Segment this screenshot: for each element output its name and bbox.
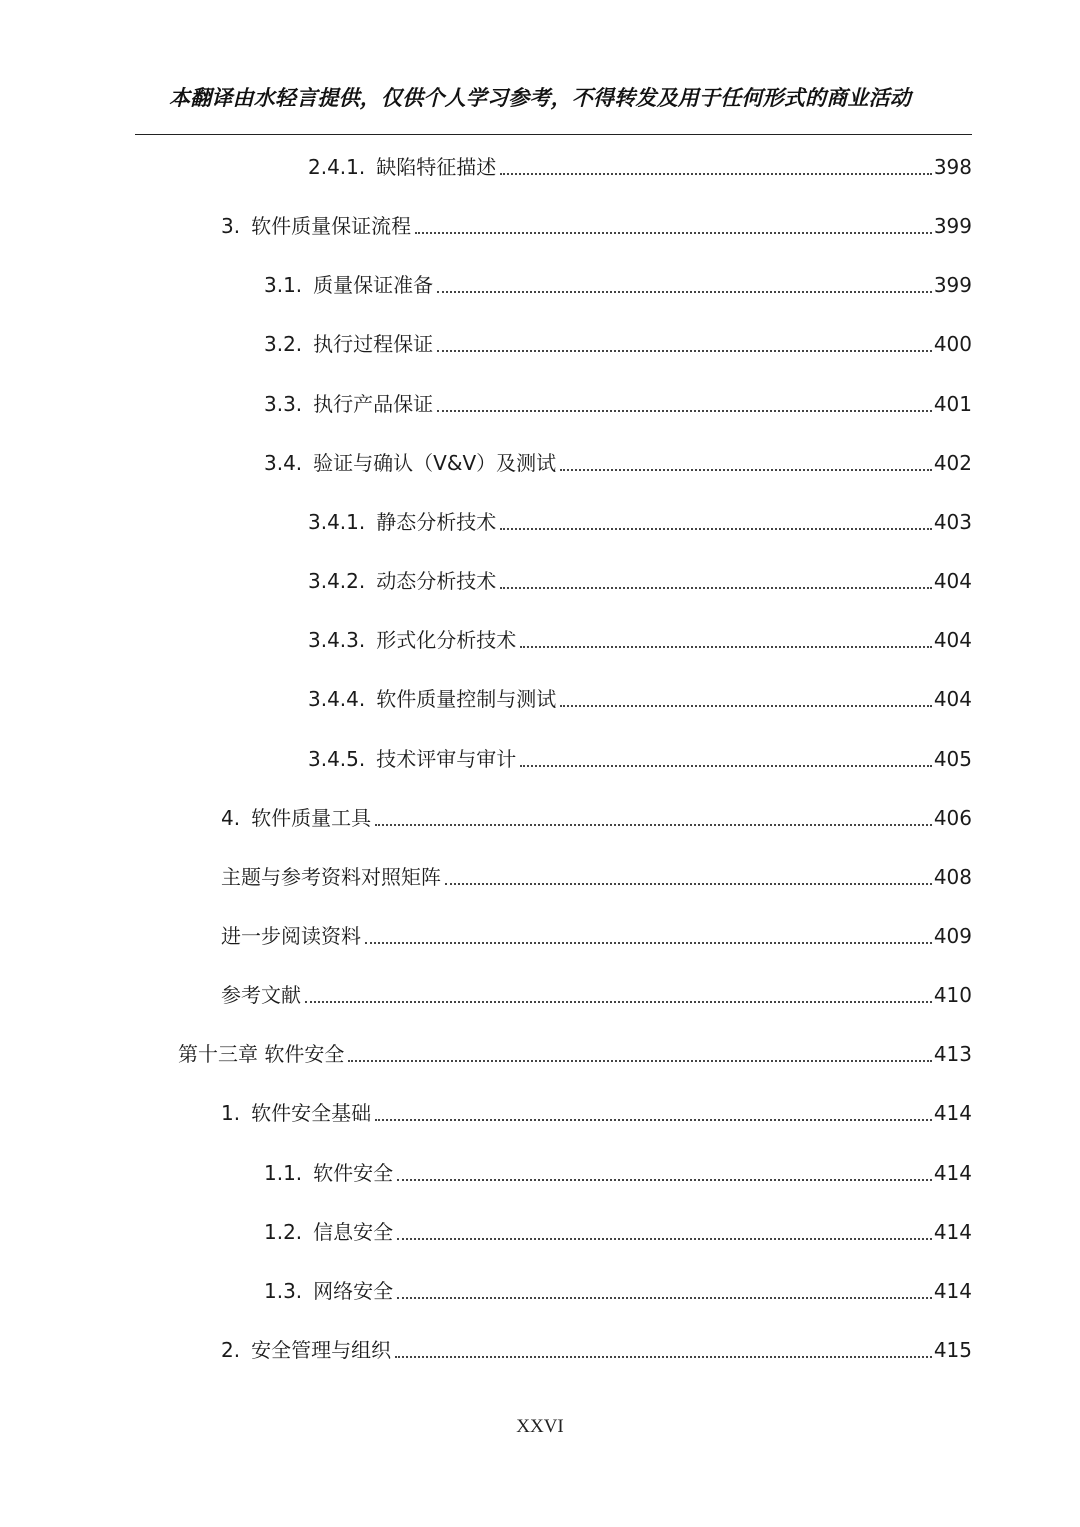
toc-entry-page: 402 — [933, 451, 972, 475]
toc-entry-title: 信息安全 — [313, 1220, 394, 1244]
dot-leader — [560, 705, 932, 707]
toc-entry-title: 技术评审与审计 — [376, 747, 517, 771]
toc-entry[interactable] — [264, 389, 972, 419]
toc-entry-page: 404 — [933, 569, 972, 593]
toc-entry-title: 网络安全 — [313, 1279, 394, 1303]
toc-entry-number: 3.4.2. — [308, 569, 366, 593]
dot-leader — [520, 765, 932, 767]
toc-entry[interactable] — [308, 684, 972, 714]
toc-entry-number: 2. — [221, 1338, 241, 1362]
toc-entry-title: 静态分析技术 — [376, 510, 497, 534]
dot-leader — [397, 1179, 932, 1181]
dot-leader — [500, 173, 932, 175]
toc-entry-title: 执行产品保证 — [313, 392, 434, 416]
dot-leader — [395, 1356, 932, 1358]
toc-entry[interactable] — [308, 507, 972, 537]
toc-entry-number: 1.2. — [264, 1220, 303, 1244]
toc-entry-title: 软件质量控制与测试 — [376, 687, 557, 711]
toc-entry-title: 主题与参考资料对照矩阵 — [221, 865, 441, 889]
toc-entry-title: 软件安全基础 — [251, 1101, 372, 1125]
toc-entry-number: 3.3. — [264, 392, 303, 416]
dot-leader — [500, 587, 932, 589]
toc-entry[interactable] — [264, 448, 972, 478]
toc-entry[interactable] — [264, 1158, 972, 1188]
dot-leader — [560, 469, 932, 471]
dot-leader — [348, 1060, 931, 1062]
toc-entry-number: 1.1. — [264, 1161, 303, 1185]
toc-entry-number: 3.1. — [264, 273, 303, 297]
toc-entry-title: 动态分析技术 — [376, 569, 497, 593]
toc-entry[interactable] — [308, 625, 972, 655]
toc-entry-page: 405 — [933, 747, 972, 771]
toc-entry-number: 3.4. — [264, 451, 303, 475]
toc-entry-number: 3.4.1. — [308, 510, 366, 534]
toc-entry-number: 1. — [221, 1101, 241, 1125]
toc-entry-number: 3.4.5. — [308, 747, 366, 771]
toc-entry-number: 3.2. — [264, 332, 303, 356]
toc-entry-page: 413 — [933, 1042, 972, 1066]
toc-entry[interactable] — [308, 152, 972, 182]
toc-entry-title: 执行过程保证 — [313, 332, 434, 356]
toc-entry-page: 414 — [933, 1101, 972, 1125]
toc-entry-page: 399 — [933, 273, 972, 297]
toc-entry-page: 406 — [933, 806, 972, 830]
toc-entry-page: 404 — [933, 628, 972, 652]
toc-entry-title: 安全管理与组织 — [251, 1338, 392, 1362]
toc-entry[interactable] — [221, 1335, 972, 1365]
toc-entry[interactable] — [264, 1217, 972, 1247]
dot-leader — [397, 1297, 932, 1299]
toc-entry[interactable] — [221, 980, 972, 1010]
toc-entry[interactable] — [178, 1039, 972, 1069]
toc-entry-number: 3.4.4. — [308, 687, 366, 711]
toc-entry[interactable] — [264, 270, 972, 300]
toc-entry[interactable] — [221, 803, 972, 833]
dot-leader — [305, 1001, 932, 1003]
toc-entry[interactable] — [221, 211, 972, 241]
toc-entry-number: 3. — [221, 214, 241, 238]
toc-entry-title: 软件质量工具 — [251, 806, 372, 830]
toc-entry-number: 1.3. — [264, 1279, 303, 1303]
toc-entry[interactable] — [221, 1098, 972, 1128]
toc-entry-title: 验证与确认（V&V）及测试 — [313, 451, 557, 475]
toc-entry-page: 415 — [933, 1338, 972, 1362]
toc-entry-page: 404 — [933, 687, 972, 711]
toc-entry-title: 软件安全 — [313, 1161, 394, 1185]
dot-leader — [445, 883, 932, 885]
toc-entry[interactable] — [264, 1276, 972, 1306]
toc-entry-number: 4. — [221, 806, 241, 830]
toc-entry-page: 400 — [933, 332, 972, 356]
toc-entry-page: 414 — [933, 1220, 972, 1244]
toc-entry-page: 410 — [933, 983, 972, 1007]
toc-entry-page: 403 — [933, 510, 972, 534]
toc-entry[interactable] — [221, 921, 972, 951]
dot-leader — [437, 410, 932, 412]
toc-entry-number: 2.4.1. — [308, 155, 366, 179]
toc-entry[interactable] — [221, 862, 972, 892]
toc-entry-title: 形式化分析技术 — [376, 628, 517, 652]
dot-leader — [437, 291, 932, 293]
toc-entry-page: 399 — [933, 214, 972, 238]
toc-entry-number: 3.4.3. — [308, 628, 366, 652]
toc-entry[interactable] — [308, 566, 972, 596]
toc-entry-title: 第十三章 软件安全 — [178, 1042, 345, 1066]
page-number: XXVI — [516, 1416, 564, 1437]
dot-leader — [365, 942, 932, 944]
page-header: 本翻译由水轻言提供，仅供个人学习参考，不得转发及用于任何形式的商业活动 — [169, 86, 911, 110]
dot-leader — [397, 1238, 932, 1240]
dot-leader — [520, 646, 932, 648]
toc-entry-page: 414 — [933, 1161, 972, 1185]
dot-leader — [375, 1119, 932, 1121]
toc-entry-page: 414 — [933, 1279, 972, 1303]
toc-entry[interactable] — [264, 329, 972, 359]
toc-entry-page: 409 — [933, 924, 972, 948]
toc-entry-title: 软件质量保证流程 — [251, 214, 412, 238]
toc-entry[interactable] — [308, 744, 972, 774]
toc-entry-title: 进一步阅读资料 — [221, 924, 361, 948]
toc-entry-title: 缺陷特征描述 — [376, 155, 497, 179]
toc-entry-title: 参考文献 — [221, 983, 301, 1007]
toc-entry-page: 398 — [933, 155, 972, 179]
toc-entry-page: 401 — [933, 392, 972, 416]
dot-leader — [437, 350, 932, 352]
dot-leader — [415, 232, 932, 234]
dot-leader — [375, 824, 932, 826]
toc-entry-title: 质量保证准备 — [313, 273, 434, 297]
toc-entry-page: 408 — [933, 865, 972, 889]
dot-leader — [500, 528, 932, 530]
